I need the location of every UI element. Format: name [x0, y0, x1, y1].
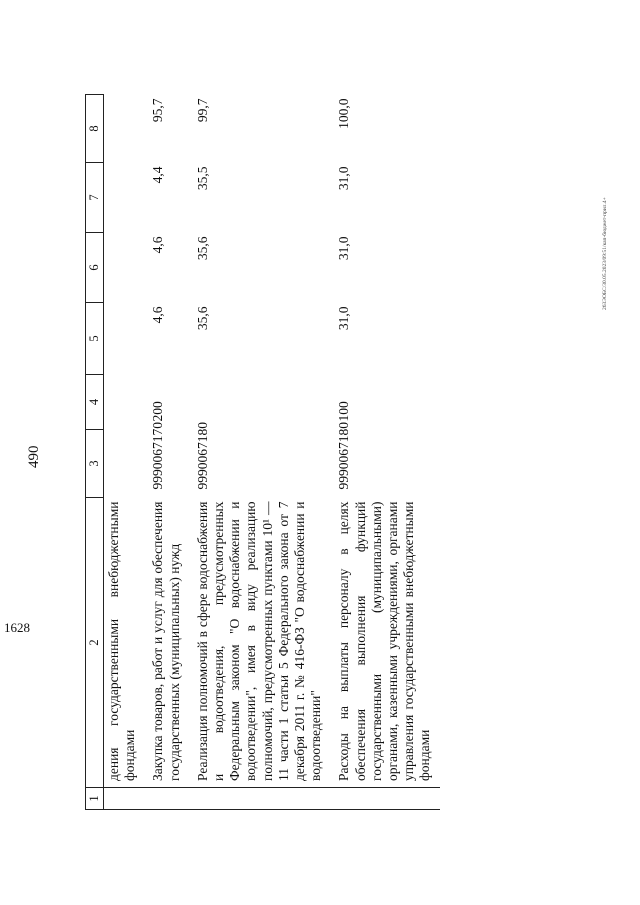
row-value-5: 31,0 — [336, 306, 352, 331]
row-value-8: 99,7 — [194, 98, 210, 123]
row-text: Расходы на выплаты персоналу в целях обеспечения выполнения функций государственными (муниципальными) органами, казенными учреждениями, органами управления государственными внебюджетными фондами — [336, 501, 433, 781]
row-text: дения государственными внебюджетными фондами — [106, 501, 138, 781]
row-index-cell — [104, 788, 145, 810]
row-index-cell — [330, 788, 439, 810]
row-type — [104, 375, 145, 430]
row-value-8: 95,7 — [150, 98, 166, 123]
header-cell: 7 — [86, 163, 104, 233]
row-value-7: 35,5 — [194, 166, 210, 191]
row-text: Реализация полномочий в сфере водоснабжения и водоотведения, предусмотренных Федеральным законом "О водоснабжении и водоотведении", имея в виду реализацию полномочий, предусмотренных пунктами 10¹ — 11 части 1 статьи 5 Федерального закона от 7 декабря 2011 г. № 416-ФЗ "О водоснабжении и водоотведении" — [194, 501, 324, 781]
row-text: Закупка товаров, работ и услуг для обеспечения государственных (муниципальных) нужд — [150, 501, 182, 781]
table-row — [189, 95, 331, 810]
header-cell: 3 — [86, 430, 104, 498]
header-cell: 4 — [86, 375, 104, 430]
row-value-6: 35,6 — [194, 236, 210, 261]
row-type: 200 — [150, 401, 166, 422]
row-value-7: 31,0 — [336, 166, 352, 191]
budget-table — [85, 94, 440, 810]
row-value-7: 4,4 — [150, 166, 166, 184]
row-value-5: 4,6 — [150, 306, 166, 324]
table-row — [104, 95, 145, 810]
row-index-cell — [189, 788, 331, 810]
sheet-number: 1628 — [4, 620, 30, 635]
row-code: 9990067180 — [194, 422, 210, 490]
row-value-5 — [104, 303, 145, 375]
header-cell: 2 — [86, 498, 104, 788]
row-code — [104, 430, 145, 498]
row-code: 9990067170 — [150, 422, 166, 490]
row-value-7 — [104, 163, 145, 233]
row-value-5: 35,6 — [194, 306, 210, 331]
row-value-6: 31,0 — [336, 236, 352, 261]
row-code: 9990067180 — [336, 422, 352, 490]
header-row — [86, 95, 104, 810]
row-type: 100 — [336, 401, 352, 422]
header-cell: 1 — [86, 788, 104, 810]
header-cell: 8 — [86, 95, 104, 163]
page-number: 490 — [26, 445, 42, 468]
table-row — [144, 95, 188, 810]
header-cell: 6 — [86, 233, 104, 303]
footnote: 263ЭОБС/30.05.2023/09:51/кап-бюджет-прил.4+ — [602, 197, 608, 310]
header-cell: 5 — [86, 303, 104, 375]
row-value-8 — [104, 95, 145, 163]
row-value-8: 100,0 — [336, 98, 352, 129]
row-value-6 — [104, 233, 145, 303]
row-value-6: 4,6 — [150, 236, 166, 254]
row-index-cell — [144, 788, 188, 810]
table-row — [330, 95, 439, 810]
